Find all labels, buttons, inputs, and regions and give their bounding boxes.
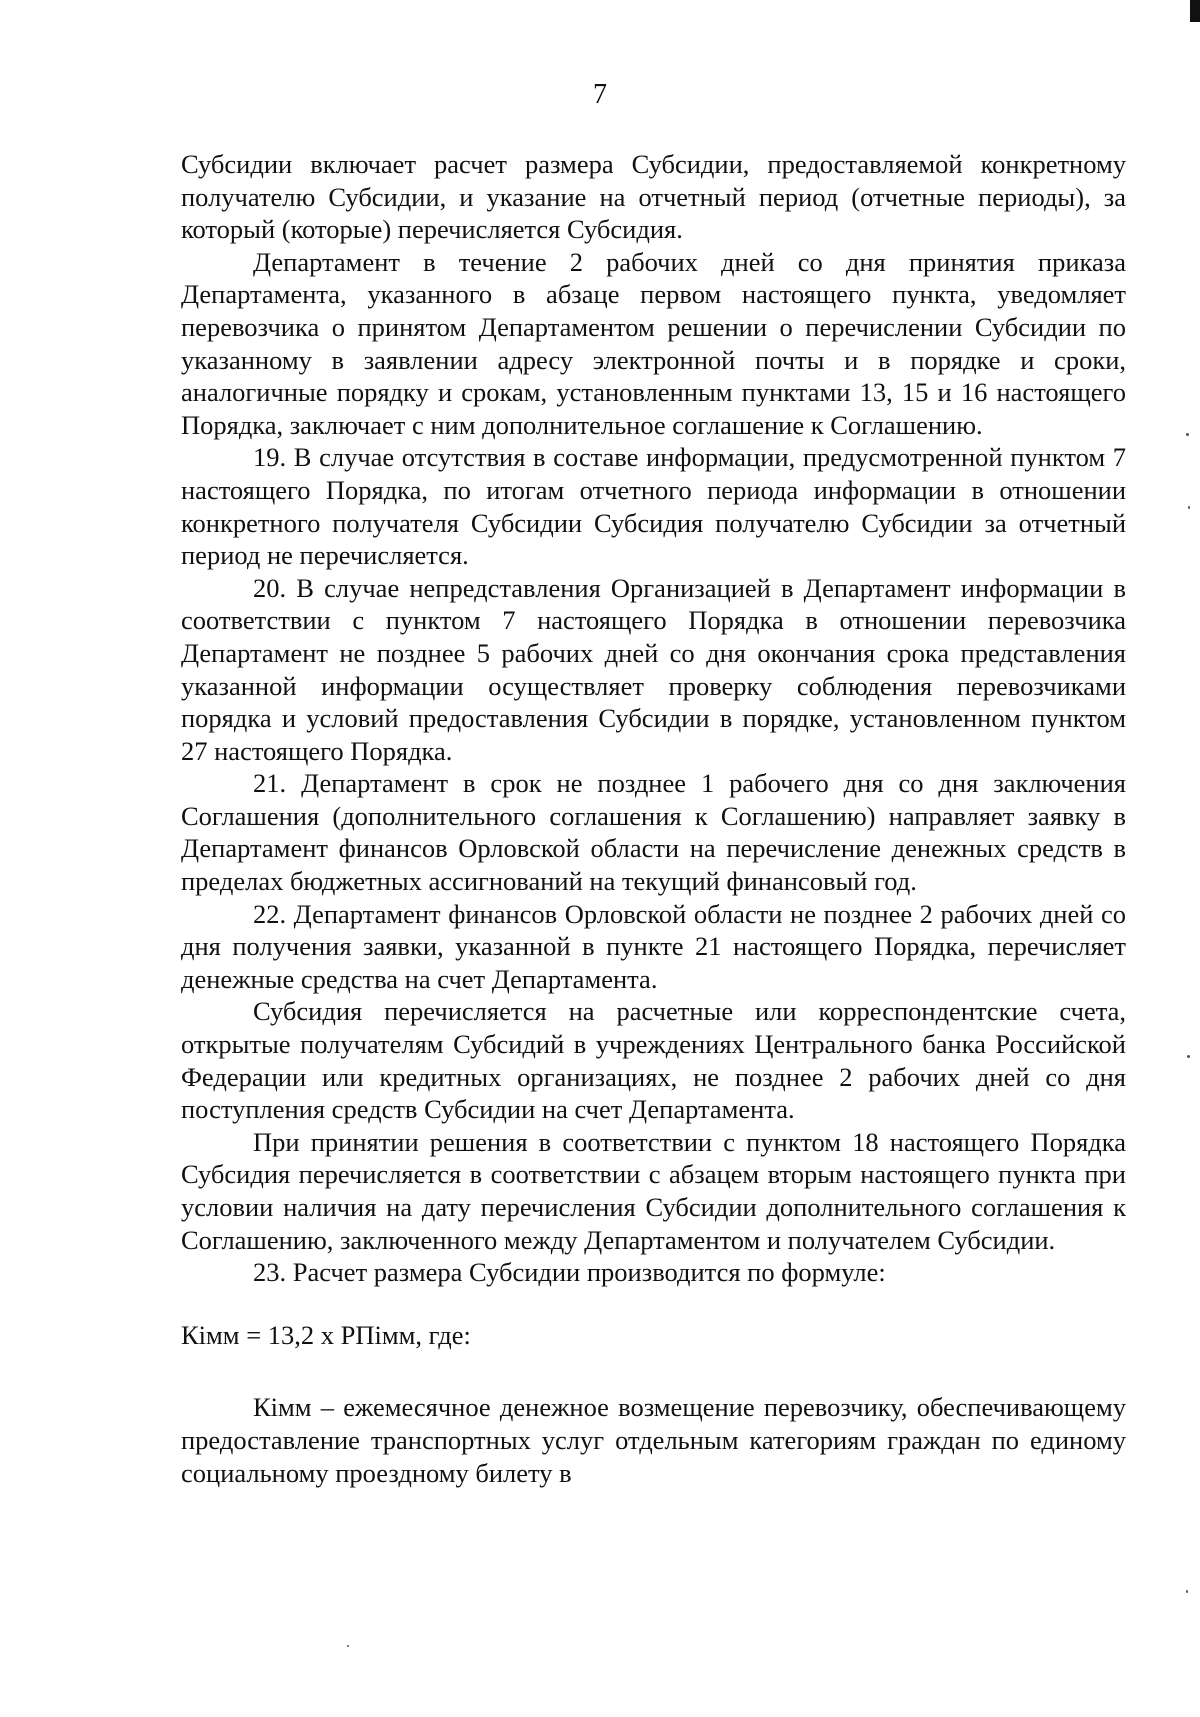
paragraph-item-22: 22. Департамент финансов Орловской области не позднее 2 рабочих дней со дня получения заявки, указанной в пункте 21 настоящего Порядка, перечисляет денежные средства на счет Департамента. xyxy=(181,898,1126,994)
paragraph: При принятии решения в соответствии с пунктом 18 настоящего Порядка Субсидия перечисляется в соответствии с абзацем вторым настоящего пункта при условии наличия на дату перечисления Субсидии дополнительного соглашения к Соглашению, заключенного между Департаментом и получателем Субсидии. xyxy=(181,1126,1126,1255)
scan-speck xyxy=(1187,1055,1190,1058)
formula-definition: Кімм – ежемесячное денежное возмещение перевозчику, обеспечивающему предоставление транспортных услуг отдельным категориям граждан по единому социальному проездному билету в xyxy=(181,1392,1126,1488)
paragraph-item-23: 23. Расчет размера Субсидии производится по формуле: xyxy=(253,1257,886,1288)
scan-corner-mark xyxy=(1190,0,1200,22)
paragraph-continuation: Субсидии включает расчет размера Субсидии, предоставляемой конкретному получателю Субсидии, и указание на отчетный период (отчетные периоды), за который (которые) перечисляется Субсидия. xyxy=(181,149,1126,245)
paragraph: Департамент в течение 2 рабочих дней со дня принятия приказа Департамента, указанного в абзаце первом настоящего пункта, уведомляет перевозчика о принятом Департаментом решении о перечислении Субсидии по указанному в заявлении адресу электронной почты и в порядке и сроки, аналогичные порядку и срокам, установленным пунктами 13, 15 и 16 настоящего Порядка, заключает с ним дополнительное соглашение к Соглашению. xyxy=(181,246,1126,440)
scan-speck xyxy=(1188,506,1190,509)
paragraph: Субсидия перечисляется на расчетные или корреспондентские счета, открытые получателям Субсидий в учреждениях Центрального банка Российской Федерации или кредитных организациях, не позднее 2 рабочих дней со дня поступления средств Субсидии на счет Департамента. xyxy=(181,996,1126,1125)
page-number: 7 xyxy=(593,79,607,110)
scan-speck xyxy=(1186,1590,1188,1593)
paragraph-item-19: 19. В случае отсутствия в составе информации, предусмотренной пунктом 7 настоящего Порядка, по итогам отчетного периода информации в отношении конкретного получателя Субсидии Субсидия получателю Субсидии за отчетный период не перечисляется. xyxy=(181,442,1126,571)
scan-speck xyxy=(347,1645,349,1647)
formula: Кімм = 13,2 х РПімм, где: xyxy=(181,1319,471,1350)
scan-speck xyxy=(1186,433,1189,436)
paragraph-item-20: 20. В случае непредставления Организацией в Департамент информации в соответствии с пунктом 7 настоящего Порядка в отношении перевозчика Департамент не позднее 5 рабочих дней со дня окончания срока представления указанной информации осуществляет проверку соблюдения перевозчиками порядка и условий предоставления Субсидии в порядке, установленном пунктом 27 настоящего Порядка. xyxy=(181,572,1126,766)
document-body xyxy=(181,148,1126,1489)
paragraph-item-21: 21. Департамент в срок не позднее 1 рабочего дня со дня заключения Соглашения (дополнительного соглашения к Соглашению) направляет заявку в Департамент финансов Орловской области на перечисление денежных средств в пределах бюджетных ассигнований на текущий финансовый год. xyxy=(181,768,1126,897)
